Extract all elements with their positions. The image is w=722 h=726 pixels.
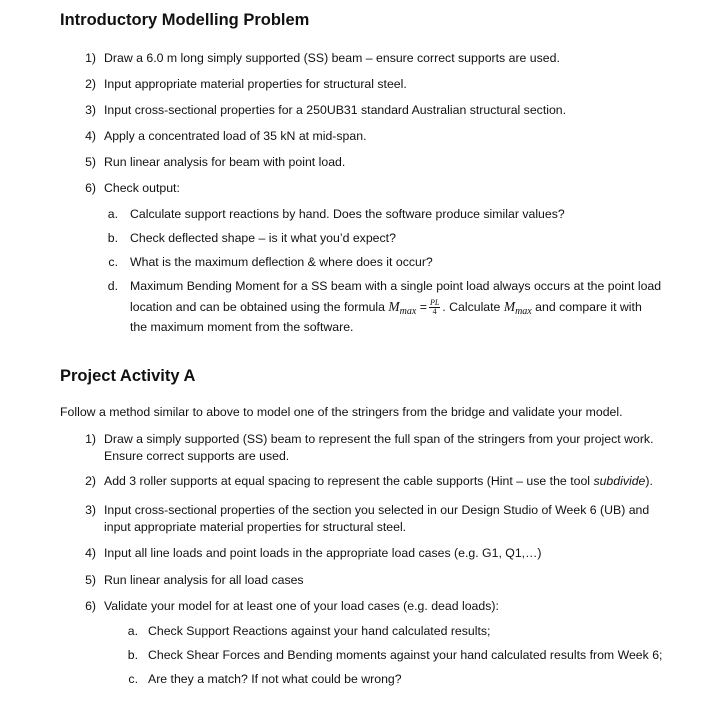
sub-list-item-continued: the maximum moment from the software. — [130, 320, 354, 334]
list-item: Run linear analysis for beam with point load. — [104, 155, 346, 169]
formula-text: location and can be obtained using the formula — [130, 300, 385, 314]
sub-list-item: Maximum Bending Moment for a SS beam with a single point load always occurs at the point load — [130, 279, 662, 293]
formula-text: . Calculate — [442, 300, 501, 314]
list-item: Input all line loads and point loads in the appropriate load cases (e.g. G1, Q1,…) — [104, 546, 542, 560]
list-item-continued: input appropriate material properties for structural steel. — [104, 520, 407, 534]
list-item: Apply a concentrated load of 35 kN at mid-span. — [104, 129, 367, 143]
list-number: 4) — [85, 129, 96, 143]
list-item-continued: Ensure correct supports are used. — [104, 449, 290, 463]
sub-list-letter: a. — [107, 207, 118, 221]
list-item: Add 3 roller supports at equal spacing to represent the cable supports (Hint – use the tool subdivide). — [104, 474, 653, 488]
list-number: 3) — [85, 503, 96, 517]
list-number: 3) — [85, 103, 96, 117]
list-item: Validate your model for at least one of your load cases (e.g. dead loads): — [104, 599, 499, 613]
sub-list-letter: c. — [108, 255, 118, 269]
formula-line — [130, 297, 642, 322]
formula-text: and compare it with — [535, 300, 642, 314]
sub-list-item: Check Shear Forces and Bending moments against your hand calculated results from Week 6; — [148, 648, 663, 662]
list-number: 5) — [85, 573, 96, 587]
list-number: 1) — [85, 432, 96, 446]
list-number: 4) — [85, 546, 96, 560]
list-number: 2) — [85, 474, 96, 488]
sub-list-item: What is the maximum deflection & where does it occur? — [130, 255, 433, 269]
formula-m-max: $M_{max}$ — [503, 299, 532, 317]
formula-equals: = — [419, 300, 427, 314]
intro-paragraph: Follow a method similar to above to model one of the stringers from the bridge and validate your model. — [60, 405, 623, 419]
sub-list-item: Are they a match? If not what could be wrong? — [148, 672, 402, 686]
list-number: 5) — [85, 155, 96, 169]
sub-list-letter: b. — [127, 648, 138, 662]
list-item: Input cross-sectional properties for a 250UB31 standard Australian structural section. — [104, 103, 567, 117]
tool-name: subdivide — [593, 474, 646, 488]
formula-m-max: $M_{max}$ — [388, 299, 417, 317]
list-item: Run linear analysis for all load cases — [104, 573, 304, 587]
section-title-project: Project Activity A — [60, 367, 196, 385]
list-item: Input cross-sectional properties of the section you selected in our Design Studio of Week 6 (UB) and — [104, 503, 650, 517]
sub-list-letter: a. — [127, 624, 138, 638]
formula-fraction: $\frac{PL}{4}$ — [429, 298, 440, 317]
sub-list-letter: c. — [128, 672, 138, 686]
list-item: Draw a 6.0 m long simply supported (SS) beam – ensure correct supports are used. — [104, 51, 560, 65]
list-item: Check output: — [104, 181, 180, 195]
sub-list-letter: d. — [107, 279, 118, 293]
list-number: 6) — [85, 181, 96, 195]
sub-list-item: Check deflected shape – is it what you’d expect? — [130, 231, 396, 245]
list-number: 1) — [85, 51, 96, 65]
sub-list-item: Calculate support reactions by hand. Does the software produce similar values? — [130, 207, 565, 221]
section-title-intro: Introductory Modelling Problem — [60, 11, 310, 29]
list-number: 2) — [85, 77, 96, 91]
list-item: Input appropriate material properties for structural steel. — [104, 77, 407, 91]
sub-list-item: Check Support Reactions against your hand calculated results; — [148, 624, 491, 638]
list-item: Draw a simply supported (SS) beam to represent the full span of the stringers from your project work. — [104, 432, 654, 446]
sub-list-letter: b. — [107, 231, 118, 245]
list-number: 6) — [85, 599, 96, 613]
